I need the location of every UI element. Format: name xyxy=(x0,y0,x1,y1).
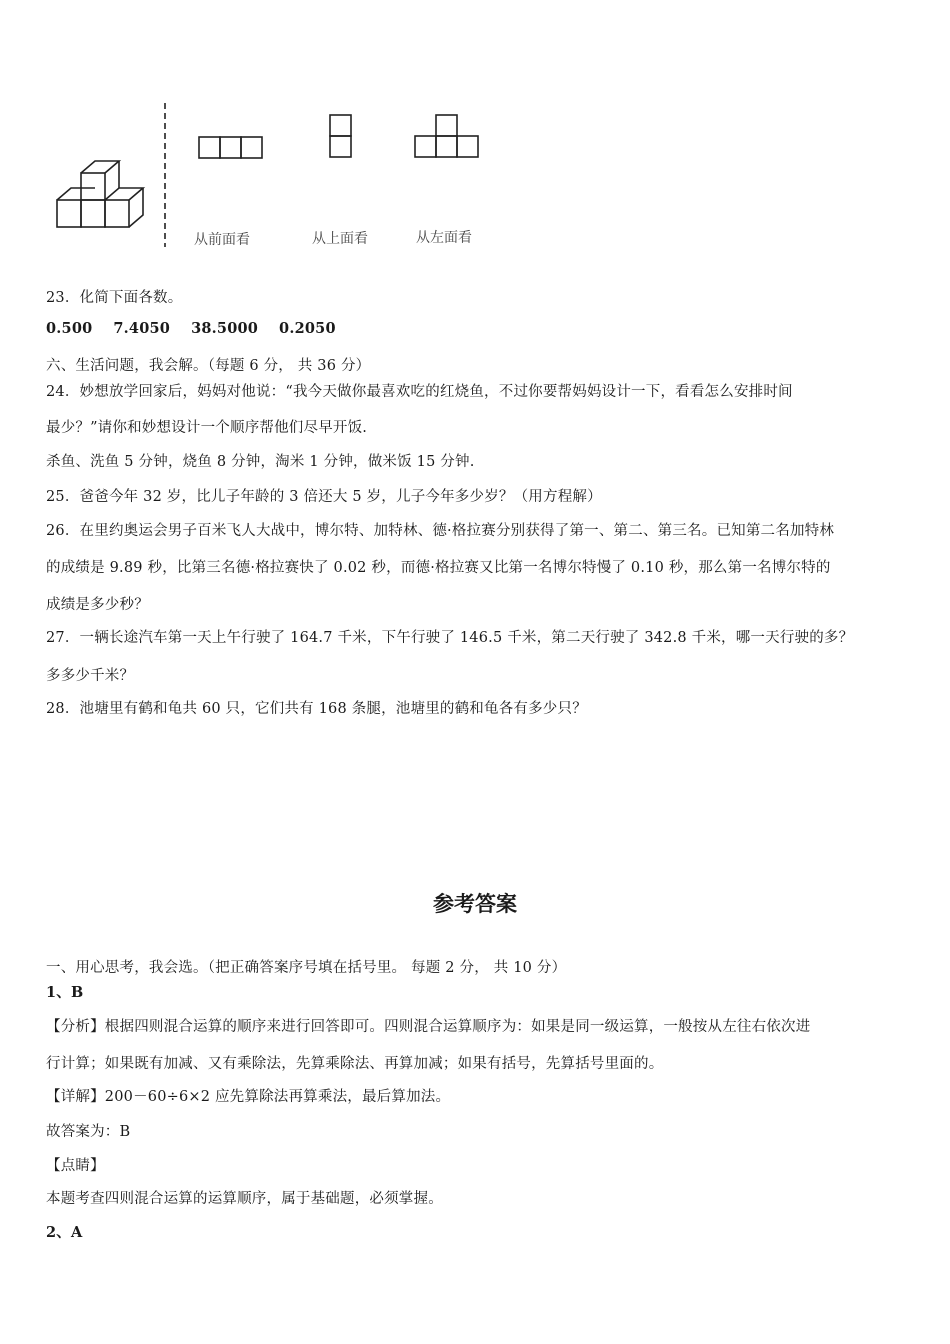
question-24-line-3: 杀鱼、洗鱼 5 分钟，烧鱼 8 分钟，淘米 1 分钟，做米饭 15 分钟. xyxy=(46,454,475,470)
top-view-drawing xyxy=(330,115,351,157)
answer-2: 2、A xyxy=(46,1224,83,1241)
answer-1-comment: 本题考查四则混合运算的运算顺序，属于基础题，必须掌握。 xyxy=(46,1191,443,1207)
question-24-line-1: 24．妙想放学回家后，妈妈对他说：“我今天做你最喜欢吃的红烧鱼，不过你要帮妈妈设计一下，看看怎么安排时间 xyxy=(46,384,793,400)
answers-title: 参考答案 xyxy=(433,892,517,916)
question-23: 23．化简下面各数。 xyxy=(46,290,183,306)
question-26-line-1: 26．在里约奥运会男子百米飞人大战中，博尔特、加特林、德·格拉赛分别获得了第一、第二、第三名。已知第二名加特林 xyxy=(46,523,835,539)
question-27-line-1: 27．一辆长途汽车第一天上午行驶了 164.7 千米，下午行驶了 146.5 千米，第二天行驶了 342.8 千米，哪一天行驶的多？ xyxy=(46,630,854,646)
front-view-drawing xyxy=(199,137,262,158)
top-view-caption: 从上面看 xyxy=(312,231,368,247)
answer-1-detail: 【详解】200－60÷6×2 应先算除法再算乘法，最后算加法。 xyxy=(46,1089,451,1105)
answer-1-analysis-line-1: 【分析】根据四则混合运算的顺序来进行回答即可。四则混合运算顺序为：如果是同一级运算，一般按从左往右依次进 xyxy=(46,1019,811,1035)
question-27-line-2: 多多少千米？ xyxy=(46,668,135,684)
answer-1-analysis-line-2: 行计算；如果既有加减、又有乘除法，先算乘除法、再算加减；如果有括号，先算括号里面的。 xyxy=(46,1056,664,1072)
answers-section-1-heading: 一、用心思考，我会选。（把正确答案序号填在括号里。 每题 2 分， 共 10 分） xyxy=(46,960,567,976)
cube-views-figure xyxy=(40,95,500,255)
section-6-heading: 六、生活问题，我会解。（每题 6 分， 共 36 分） xyxy=(46,358,371,374)
cube-stack-drawing xyxy=(57,161,143,227)
question-24-line-2: 最少？”请你和妙想设计一个顺序帮他们尽早开饭. xyxy=(46,420,368,436)
front-view-caption: 从前面看 xyxy=(194,232,250,248)
left-view-caption: 从左面看 xyxy=(416,230,472,246)
question-26-line-3: 成绩是多少秒？ xyxy=(46,597,149,613)
question-28: 28．池塘里有鹤和龟共 60 只，它们共有 168 条腿，池塘里的鹤和龟各有多少只？ xyxy=(46,701,587,717)
question-23-values: 0.500 7.4050 38.5000 0.2050 xyxy=(46,320,336,337)
left-view-drawing xyxy=(415,115,478,157)
answer-1-comment-label: 【点睛】 xyxy=(46,1158,105,1174)
question-26-line-2: 的成绩是 9.89 秒，比第三名德·格拉赛快了 0.02 秒，而德·格拉赛又比第一名博尔特慢了 0.10 秒，那么第一名博尔特的 xyxy=(46,560,831,576)
question-25: 25．爸爸今年 32 岁，比儿子年龄的 3 倍还大 5 岁，儿子今年多少岁？（用方程解） xyxy=(46,489,602,505)
answer-1: 1、B xyxy=(46,984,84,1001)
answer-1-final: 故答案为：B xyxy=(46,1124,131,1140)
